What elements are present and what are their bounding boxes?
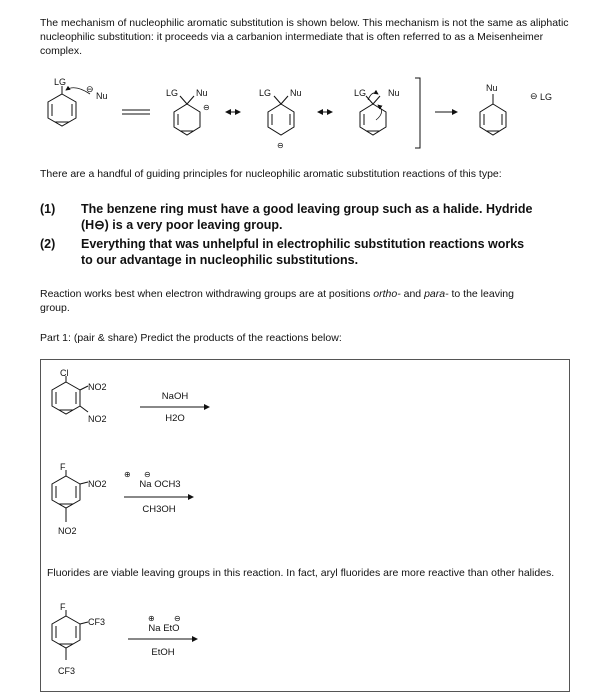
svg-text:Nu: Nu [388, 88, 400, 98]
reaction-3-solvent: EtOH [151, 647, 175, 658]
intro-paragraph: The mechanism of nucleophilic aromatic substitution is shown below. This mechanism is not the same as aliphatic nucleophilic substitution: it proceeds via a carbanion intermediate that is often referred to as a Meisenheimer complex. [40, 17, 569, 57]
intermediate-2 [259, 88, 302, 150]
principles-intro: There are a handful of guiding principles for nucleophilic aromatic substitution reactions of this type: [40, 168, 502, 180]
reaction-2-arrow [124, 494, 196, 500]
reaction-2-reagent: Na OCH3 [139, 479, 181, 490]
svg-text:NO2: NO2 [88, 414, 107, 424]
reaction-3-arrow [128, 636, 200, 642]
principle-1-number: (1) [40, 202, 56, 216]
reaction-1-arrow [140, 404, 212, 410]
svg-text:Cl: Cl [60, 368, 69, 378]
svg-text:CF3: CF3 [58, 666, 76, 676]
mechanism-scheme [30, 72, 590, 160]
svg-text:F: F [60, 462, 66, 472]
svg-text:⊖: ⊖ [203, 103, 210, 112]
reaction-2-solvent: CH3OH [142, 504, 176, 515]
part-1-heading: Part 1: (pair & share) Predict the products of the reactions below: [40, 332, 342, 344]
svg-text:NO2: NO2 [58, 526, 77, 536]
neg-charge: ⊖ [86, 84, 94, 94]
svg-text:⊖: ⊖ [144, 470, 151, 479]
intermediate-3 [354, 88, 400, 135]
ortho-para-note: Reaction works best when electron withdrawing groups are at positions ortho- and para- to the leaving group. [40, 288, 514, 314]
svg-text:F: F [60, 602, 66, 612]
intermediate-1 [166, 88, 210, 135]
svg-text:CF3: CF3 [88, 617, 106, 627]
svg-text:NO2: NO2 [88, 382, 107, 392]
svg-text:⊖: ⊖ [530, 91, 538, 101]
substrate-structure [48, 77, 108, 126]
reaction-1-reagent: NaOH [161, 391, 189, 402]
svg-text:LG: LG [540, 92, 553, 102]
svg-text:Nu: Nu [486, 83, 498, 93]
svg-text:LG: LG [259, 88, 272, 98]
svg-text:LG: LG [166, 88, 179, 98]
reaction-1-solvent: H2O [165, 413, 185, 424]
nu-label: Nu [96, 91, 108, 101]
svg-text:Nu: Nu [290, 88, 302, 98]
lg-label: LG [54, 77, 67, 87]
svg-text:⊖: ⊖ [277, 141, 284, 150]
product-structure [480, 83, 552, 135]
principle-2-number: (2) [40, 237, 56, 251]
principle-1-line1: The benzene ring must have a good leaving group such as a halide. Hydride [81, 202, 533, 216]
svg-text:⊕: ⊕ [124, 470, 131, 479]
fluoride-note: Fluorides are viable leaving groups in this reaction. In fact, aryl fluorides are more reactive than other halides. [47, 567, 555, 579]
svg-text:Nu: Nu [196, 88, 208, 98]
svg-text:⊕: ⊕ [148, 614, 155, 623]
principle-1-line2: (H⊖) is a very poor leaving group. [81, 218, 283, 232]
principle-2-line1: Everything that was unhelpful in electrophilic substitution reactions works [81, 237, 525, 251]
bracket [415, 78, 420, 148]
svg-text:NO2: NO2 [88, 479, 107, 489]
reaction-3-reagent: Na EtO [148, 623, 180, 634]
svg-text:LG: LG [354, 88, 367, 98]
svg-text:⊖: ⊖ [174, 614, 181, 623]
principle-2-line2: to our advantage in nucleophilic substitutions. [81, 253, 359, 267]
